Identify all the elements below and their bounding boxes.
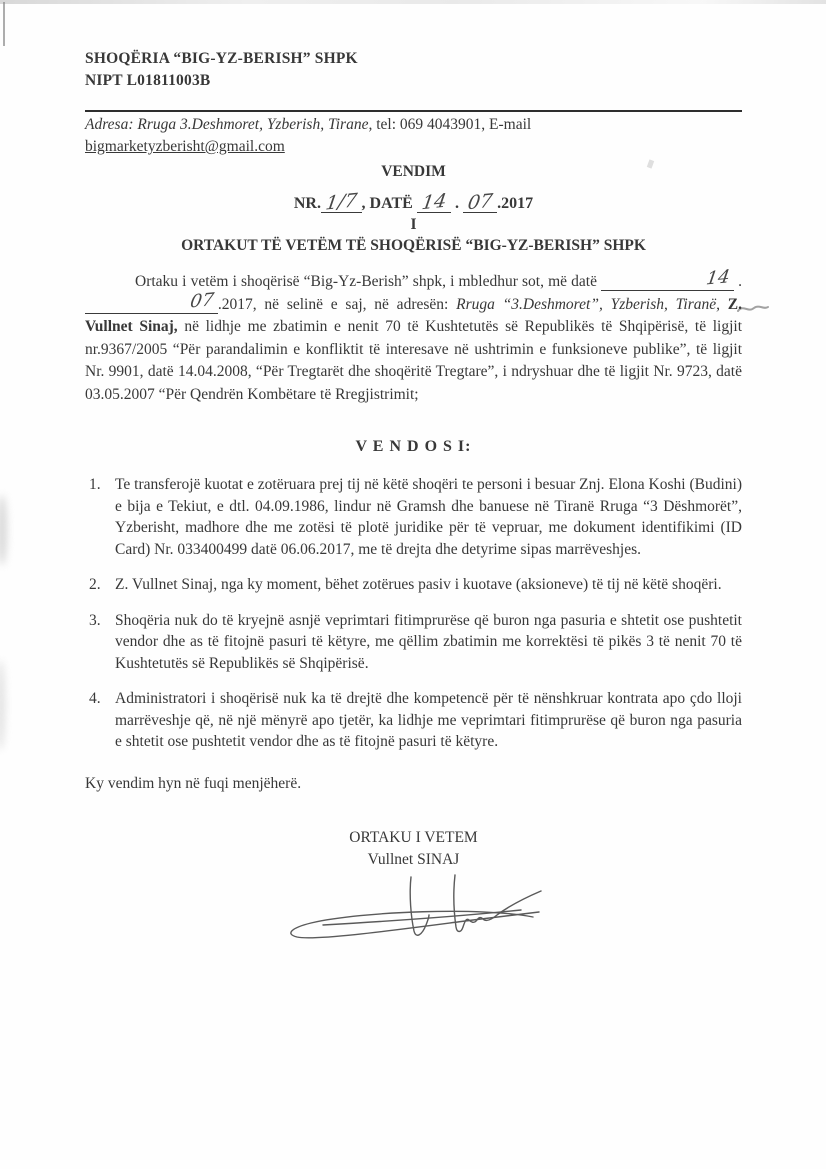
company-address-line [85, 114, 742, 136]
signoff-role: ORTAKU I VETEM [349, 828, 478, 846]
date-separator: . [454, 195, 459, 212]
handwritten-number: 1/7 [324, 189, 359, 215]
handwritten-month: 07 [466, 189, 495, 215]
item-number: 3. [89, 611, 101, 629]
item-number: 2. [89, 576, 101, 593]
intro-address-italic: Rruga “3.Deshmoret”, Yzberish, Tiranë, [456, 295, 720, 313]
document-title: VENDIM [381, 163, 446, 180]
item-text: Te transferojë kuotat e zotëruara prej tij në këtë shoqëri te personi i besuar Znj. Elona Koshi (Budini) e bija e Tekiut, e dtl. 04.09.1986, lindur në Gramsh dhe banuese në Tiranë Rruga “3 Dëshmorët”, Yzberisht, madhore dhe me zotësi të plotë juridike për të vepruar, me dokument identifikimi (ID Card) Nr. 033400499 datë 06.06.2017, me të drejta dhe detyrime sipas marrëveshjes. [115, 476, 742, 558]
company-name: SHOQËRIA “BIG-YZ-BERISH” SHPK [85, 50, 358, 67]
date-label: , DATË [361, 195, 413, 212]
letterhead-divider [85, 110, 742, 112]
item-text: Shoqëria nuk do të kryejnë asnjë veprimtari fitimprurëse që buron nga pasuria e shtetit ose pushtetit vendor dhe as të fitojnë pasuri të këtyre, me qëllim zbatimin me korrektësi të pikës 3 të nenit 70 të Kushtetutës së Republikës së Shqipërisë. [115, 611, 742, 672]
number-and-date-line [85, 189, 742, 216]
decision-item-1 [85, 474, 742, 560]
handwritten-month-inline: 07 [188, 288, 216, 313]
decision-item-2 [85, 574, 742, 596]
date-year: .2017 [497, 195, 534, 212]
decision-item-3 [85, 610, 742, 675]
handwritten-month-inline-slot [85, 288, 218, 314]
item-text: Z. Vullnet Sinaj, nga ky moment, bëhet zotërues pasiv i kuotave (aksioneve) të tij në këtë shoqëri. [115, 576, 722, 593]
intro-text: Ortaku i vetëm i shoqërisë “Big-Yz-Berish” shpk, i mbledhur sot, më datë [135, 273, 602, 290]
handwritten-month-slot [463, 189, 497, 215]
document-content [85, 48, 742, 947]
scan-smudge-artifact [0, 495, 7, 565]
item-number: 4. [89, 690, 101, 707]
handwritten-number-slot [321, 189, 362, 215]
decision-item-4 [85, 688, 742, 753]
closing-statement: Ky vendim hyn në fuqi menjëherë. [85, 774, 302, 792]
roman-numeral: I [410, 216, 417, 233]
addressee-title: ORTAKUT TË VETËM TË SHOQËRISË “BIG-YZ-BERISH” SHPK [181, 237, 646, 254]
intro-paragraph [85, 266, 743, 406]
signoff-block [85, 827, 742, 871]
scan-edge-artifact [0, 0, 826, 4]
intro-dot: . [738, 273, 743, 290]
signoff-name: Vullnet SINAJ [367, 850, 460, 868]
company-phone: tel: 069 4043901, E-mail [372, 116, 532, 133]
intro-text: në lidhje me zbatimin e nenit 70 të Kushtetutës së Republikës të Shqipërisë, të ligjit nr.9367/2005 “Për parandalimin e konfliktit të interesave në ushtrimin e funksioneve publike”, të ligjit Nr. 9901, datë 14.04.2008, “Për Tregtarët dhe shoqëritë Tregtare”, i ndryshuar dhe të ligjit Nr. 9723, datë 03.05.2007 “Për Qendrën Kombëtare të Rregjistrimit; [85, 318, 743, 403]
company-email: bigmarketyzberisht@gmail.com [85, 138, 285, 155]
item-number: 1. [89, 476, 101, 493]
nr-label: NR. [293, 195, 321, 212]
handwritten-signature [283, 873, 545, 947]
handwritten-day: 14 [420, 189, 448, 215]
vendosi-heading: V E N D O S I: [355, 438, 472, 455]
intro-text: .2017, në selinë e saj, në adresën: [217, 295, 457, 313]
scan-corner-line-artifact [3, 2, 5, 46]
handwritten-day-inline-slot [601, 266, 734, 291]
scan-smudge-artifact [0, 660, 5, 750]
company-nipt: NIPT L01811003B [85, 72, 211, 89]
company-address: Adresa: Rruga 3.Deshmoret, Yzberish, Tirane, [85, 116, 373, 133]
intro-owner-name: Z. Vullnet Sinaj, [85, 295, 742, 335]
decision-items [85, 474, 742, 753]
handwritten-day-inline: 14 [704, 266, 732, 290]
handwritten-day-slot [417, 189, 451, 215]
signature-image [283, 873, 545, 947]
item-text: Administratori i shoqërisë nuk ka të drejtë dhe kompetencë për të nënshkruar kontrata apo çdo lloji marrëveshje që, në një mënyrë apo tjetër, ka lidhje me veprimtari fitimprurëse që buron nga pasuria e shtetit ose pushtetit vendor dhe as të fitojnë pasuri të këtyre. [115, 690, 742, 750]
